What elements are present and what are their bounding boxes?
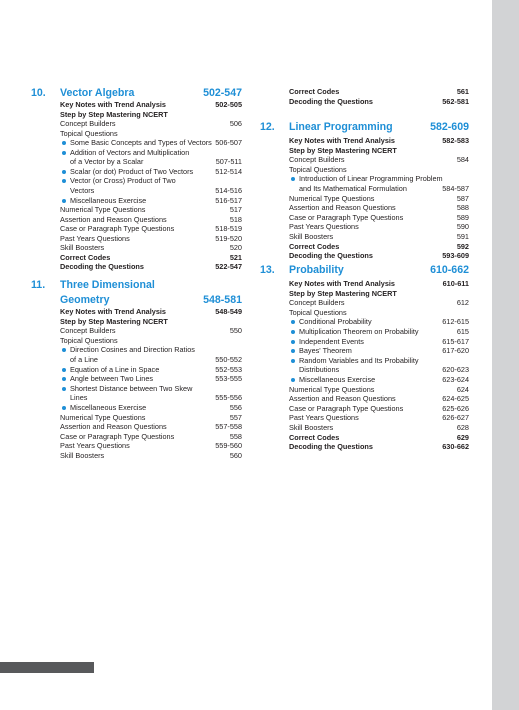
toc-entry[interactable] (60, 243, 242, 253)
bullet-icon (62, 387, 66, 391)
toc-entry-title: Angle between Two Lines (70, 374, 154, 384)
toc-entry-page: 519-520 (215, 233, 242, 243)
toc-entry-title: Decoding the Questions (289, 442, 373, 452)
toc-entry[interactable] (289, 155, 469, 165)
bullet-icon (291, 359, 295, 363)
toc-entry-title: Shortest Distance between Two Skew (70, 383, 193, 393)
toc-entry-page: 506-507 (215, 138, 242, 148)
toc-entry[interactable] (289, 337, 469, 347)
toc-entry-title: Numerical Type Questions (60, 412, 146, 422)
toc-entry-page: 560 (229, 451, 242, 460)
toc-entry[interactable] (289, 136, 469, 146)
toc-entry-title: Multiplication Theorem on Probability (299, 327, 419, 336)
toc-entry-title: Step by Step Mastering NCERT (289, 288, 397, 298)
toc-entry[interactable] (289, 165, 469, 175)
toc-entry-title: Equation of a Line in Space (70, 364, 160, 374)
toc-entry-title: Concept Builders (60, 119, 116, 129)
toc-entry[interactable] (60, 413, 242, 423)
footer-bar (0, 662, 94, 673)
toc-entry[interactable] (289, 433, 469, 443)
toc-entry-title: Decoding the Questions (60, 262, 144, 272)
toc-entry[interactable] (289, 213, 469, 223)
toc-entry-title: of a Vector by a Scalar (70, 157, 144, 167)
toc-entry[interactable] (289, 356, 469, 366)
toc-entry-title: Lines (70, 393, 88, 403)
bullet-icon (62, 406, 66, 410)
toc-entry-page: 555-556 (215, 393, 242, 403)
chapter-number: 12. (260, 121, 275, 133)
toc-entry[interactable] (60, 119, 242, 129)
toc-entry-page: 629 (456, 432, 469, 442)
toc-entry[interactable] (289, 289, 469, 299)
toc-entry-title: of a Line (70, 355, 98, 364)
bullet-icon (62, 151, 66, 155)
chapter-page-range: 502-547 (203, 87, 242, 99)
toc-entry-title: Correct Codes (289, 87, 340, 96)
toc-entry-page: 593-609 (442, 251, 469, 261)
toc-entry[interactable] (289, 365, 469, 375)
toc-entry[interactable] (289, 308, 469, 318)
toc-entry[interactable] (60, 345, 242, 355)
toc-entry-title: Correct Codes (289, 241, 340, 251)
toc-entry-page: 610-611 (442, 279, 469, 288)
toc-entry-title: Miscellaneous Exercise (70, 195, 147, 205)
toc-entry[interactable] (60, 441, 242, 451)
toc-entry[interactable] (289, 317, 469, 327)
toc-entry-title: Correct Codes (289, 432, 340, 442)
toc-entry[interactable] (60, 422, 242, 432)
toc-entry-page: 507-511 (215, 157, 242, 167)
toc-entry-title: Topical Questions (289, 164, 347, 174)
toc-entry[interactable] (289, 194, 469, 204)
bullet-icon (62, 377, 66, 381)
toc-entry-page: 552-553 (215, 364, 242, 374)
toc-entry[interactable] (289, 327, 469, 337)
toc-entry[interactable] (60, 176, 242, 186)
toc-entry[interactable] (289, 442, 469, 452)
toc-entry-page: 624 (456, 384, 469, 394)
toc-entry-title: Case or Paragraph Type Questions (60, 224, 175, 234)
chapter-title: Three Dimensional (60, 279, 155, 291)
toc-entry-title: Past Years Questions (289, 222, 359, 232)
chapter-number: 10. (31, 87, 46, 99)
page-edge-strip (492, 0, 519, 710)
chapter-page-range: 548-581 (203, 294, 242, 306)
toc-entry[interactable] (60, 451, 242, 461)
chapter-title-line2: Geometry (60, 294, 110, 306)
toc-entry-page: 516-517 (215, 195, 242, 205)
toc-entry[interactable] (60, 148, 242, 158)
toc-entry-page: 561 (456, 87, 469, 96)
toc-entry[interactable] (60, 336, 242, 346)
toc-entry-title: Assertion and Reason Questions (289, 394, 396, 404)
toc-entry-title: Key Notes with Trend Analysis (289, 279, 395, 288)
toc-entry-title: Numerical Type Questions (289, 193, 375, 203)
toc-entry[interactable] (60, 110, 242, 120)
toc-entry[interactable] (289, 394, 469, 404)
toc-entry-title: Case or Paragraph Type Questions (289, 212, 404, 222)
toc-entry-title: Vector (or Cross) Product of Two (70, 176, 176, 186)
toc-entry-title: Case or Paragraph Type Questions (289, 403, 404, 413)
toc-left-column (31, 0, 242, 600)
toc-entry[interactable] (289, 375, 469, 385)
toc-entry-page: 589 (456, 212, 469, 222)
toc-entry[interactable] (289, 413, 469, 423)
toc-entry[interactable] (289, 404, 469, 414)
toc-entry-title: Concept Builders (289, 155, 345, 165)
toc-entry-title: Case or Paragraph Type Questions (60, 431, 175, 441)
toc-entry[interactable] (60, 374, 242, 384)
toc-entry[interactable] (289, 279, 469, 289)
toc-entry-page: 550-552 (215, 355, 242, 364)
toc-entry-title: Random Variables and Its Probability (299, 355, 419, 365)
toc-entry-title: Introduction of Linear Programming Problem (299, 174, 443, 184)
toc-entry-title: Topical Questions (60, 335, 118, 345)
toc-entry-page: 521 (229, 252, 242, 262)
toc-entry-page: 630-662 (442, 442, 469, 452)
chapter-number: 13. (260, 264, 275, 276)
toc-entry-page: 587 (456, 193, 469, 203)
toc-entry-page: 626-627 (442, 413, 469, 423)
toc-entry[interactable] (289, 203, 469, 213)
toc-entry-title: Miscellaneous Exercise (70, 403, 147, 412)
toc-entry-page: 557-558 (215, 422, 242, 432)
toc-entry[interactable] (60, 317, 242, 327)
toc-entry-title: Decoding the Questions (289, 251, 373, 261)
toc-entry-page: 562-581 (442, 97, 469, 106)
toc-entry-title: Topical Questions (289, 307, 347, 317)
toc-entry-title: Bayes' Theorem (299, 346, 352, 356)
toc-entry-title: Assertion and Reason Questions (60, 422, 167, 432)
toc-entry[interactable] (60, 432, 242, 442)
toc-entry-title: Past Years Questions (289, 413, 359, 423)
bullet-icon (291, 320, 295, 324)
toc-entry[interactable] (60, 186, 242, 196)
chapter-title: Probability (289, 264, 344, 276)
toc-entry[interactable] (289, 146, 469, 156)
toc-entry-page: 556 (229, 403, 242, 412)
toc-entry-title: Conditional Probability (299, 317, 372, 327)
toc-entry-title: Topical Questions (60, 128, 118, 138)
bullet-icon (291, 330, 295, 334)
bullet-icon (291, 177, 295, 181)
chapter-title: Linear Programming (289, 121, 393, 133)
toc-entry-title: Concept Builders (289, 298, 345, 308)
toc-entry[interactable] (60, 167, 242, 177)
toc-entry-page: 615 (456, 327, 469, 336)
toc-entry[interactable] (60, 384, 242, 394)
toc-entry-page: 588 (456, 203, 469, 213)
toc-entry[interactable] (60, 307, 242, 317)
toc-entry-page: 520 (229, 243, 242, 253)
toc-entry[interactable] (289, 423, 469, 433)
toc-entry[interactable] (60, 215, 242, 225)
toc-entry-page: 558 (229, 431, 242, 441)
toc-entry[interactable] (289, 97, 469, 107)
toc-entry-page: 590 (456, 222, 469, 232)
toc-entry[interactable] (289, 174, 469, 184)
bullet-icon (62, 141, 66, 145)
bullet-icon (62, 368, 66, 372)
toc-entry-title: Skill Boosters (289, 232, 334, 241)
chapter-number: 11. (31, 279, 46, 291)
toc-entry[interactable] (289, 184, 469, 194)
toc-entry-title: Addition of Vectors and Multiplication (70, 147, 190, 157)
toc-entry-title: Past Years Questions (60, 233, 130, 243)
toc-entry-title: Key Notes with Trend Analysis (60, 100, 166, 109)
toc-entry[interactable] (289, 298, 469, 308)
toc-entry-page: 512-514 (215, 166, 242, 176)
toc-entry[interactable] (60, 100, 242, 110)
toc-entry[interactable] (289, 232, 469, 242)
toc-entry-page: 514-516 (215, 185, 242, 195)
toc-entry-page: 557 (229, 412, 242, 422)
toc-entry-page: 517 (229, 205, 242, 215)
toc-right-column (260, 0, 469, 600)
toc-entry-page: 518 (229, 214, 242, 224)
bullet-icon (62, 199, 66, 203)
toc-entry-page: 548-549 (215, 307, 242, 316)
toc-entry-title: Distributions (299, 365, 340, 375)
chapter-page-range: 582-609 (430, 121, 469, 133)
toc-entry[interactable] (60, 403, 242, 413)
toc-entry-page: 584-587 (442, 184, 469, 193)
toc-entry[interactable] (60, 262, 242, 272)
toc-entry[interactable] (60, 355, 242, 365)
bullet-icon (291, 378, 295, 382)
toc-entry[interactable] (60, 138, 242, 148)
toc-entry[interactable] (289, 87, 469, 97)
toc-entry[interactable] (289, 346, 469, 356)
toc-entry-title: Numerical Type Questions (289, 384, 375, 394)
toc-entry[interactable] (60, 224, 242, 234)
toc-entry-page: 623-624 (442, 375, 469, 384)
toc-entry-page: 506 (229, 119, 242, 129)
toc-entry[interactable] (289, 222, 469, 232)
toc-entry[interactable] (60, 393, 242, 403)
toc-entry[interactable] (60, 234, 242, 244)
toc-entry-title: Skill Boosters (289, 423, 334, 432)
toc-entry-page: 582-583 (442, 136, 469, 145)
toc-entry-page: 584 (456, 155, 469, 165)
toc-entry-title: Miscellaneous Exercise (299, 375, 376, 384)
toc-entry-title: Step by Step Mastering NCERT (60, 316, 168, 326)
toc-entry-title: Scalar (or dot) Product of Two Vectors (70, 166, 194, 176)
toc-entry[interactable] (60, 253, 242, 263)
chapter-page-range: 610-662 (430, 264, 469, 276)
toc-entry-page: 612 (456, 298, 469, 308)
toc-entry-page: 620-623 (442, 365, 469, 375)
toc-entry-title: Vectors (70, 185, 95, 195)
toc-entry[interactable] (289, 251, 469, 261)
toc-entry[interactable] (60, 129, 242, 139)
toc-entry[interactable] (60, 157, 242, 167)
toc-entry-page: 518-519 (215, 224, 242, 234)
toc-entry-page: 550 (229, 326, 242, 336)
chapter-title: Vector Algebra (60, 87, 135, 99)
toc-entry-page: 625-626 (442, 403, 469, 413)
toc-entry-page: 502-505 (215, 100, 242, 109)
toc-entry[interactable] (289, 242, 469, 252)
toc-entry-title: Key Notes with Trend Analysis (60, 307, 166, 316)
toc-entry-title: Some Basic Concepts and Types of Vectors (70, 138, 212, 148)
toc-entry-page: 617-620 (442, 346, 469, 356)
toc-entry-page: 559-560 (215, 441, 242, 451)
toc-entry-title: Assertion and Reason Questions (289, 203, 396, 213)
toc-entry-page: 553-555 (215, 374, 242, 384)
toc-entry-page: 592 (456, 241, 469, 251)
toc-entry-title: Skill Boosters (60, 243, 105, 253)
bullet-icon (62, 179, 66, 183)
toc-entry-page: 591 (456, 232, 469, 241)
toc-entry-title: Independent Events (299, 336, 364, 346)
toc-entry-title: Step by Step Mastering NCERT (60, 109, 168, 119)
bullet-icon (291, 349, 295, 353)
toc-entry-title: Correct Codes (60, 252, 111, 262)
toc-entry[interactable] (60, 205, 242, 215)
toc-entry[interactable] (289, 385, 469, 395)
toc-entry-title: Key Notes with Trend Analysis (289, 136, 395, 145)
toc-entry-page: 615-617 (442, 336, 469, 346)
toc-entry[interactable] (60, 196, 242, 206)
toc-entry-title: Direction Cosines and Direction Ratios (70, 345, 195, 355)
toc-entry-page: 624-625 (442, 394, 469, 404)
bullet-icon (291, 340, 295, 344)
toc-entry[interactable] (60, 365, 242, 375)
toc-entry[interactable] (60, 326, 242, 336)
toc-entry-page: 628 (456, 423, 469, 432)
toc-entry-title: Numerical Type Questions (60, 205, 146, 215)
toc-entry-page: 612-615 (442, 317, 469, 327)
toc-entry-title: Decoding the Questions (289, 97, 373, 106)
toc-entry-title: Skill Boosters (60, 451, 105, 460)
toc-entry-page: 522-547 (215, 262, 242, 272)
toc-entry-title: Concept Builders (60, 326, 116, 336)
toc-entry-title: and Its Mathematical Formulation (299, 184, 407, 193)
bullet-icon (62, 170, 66, 174)
bullet-icon (62, 348, 66, 352)
toc-entry-title: Step by Step Mastering NCERT (289, 145, 397, 155)
toc-entry-title: Assertion and Reason Questions (60, 214, 167, 224)
toc-entry-title: Past Years Questions (60, 441, 130, 451)
